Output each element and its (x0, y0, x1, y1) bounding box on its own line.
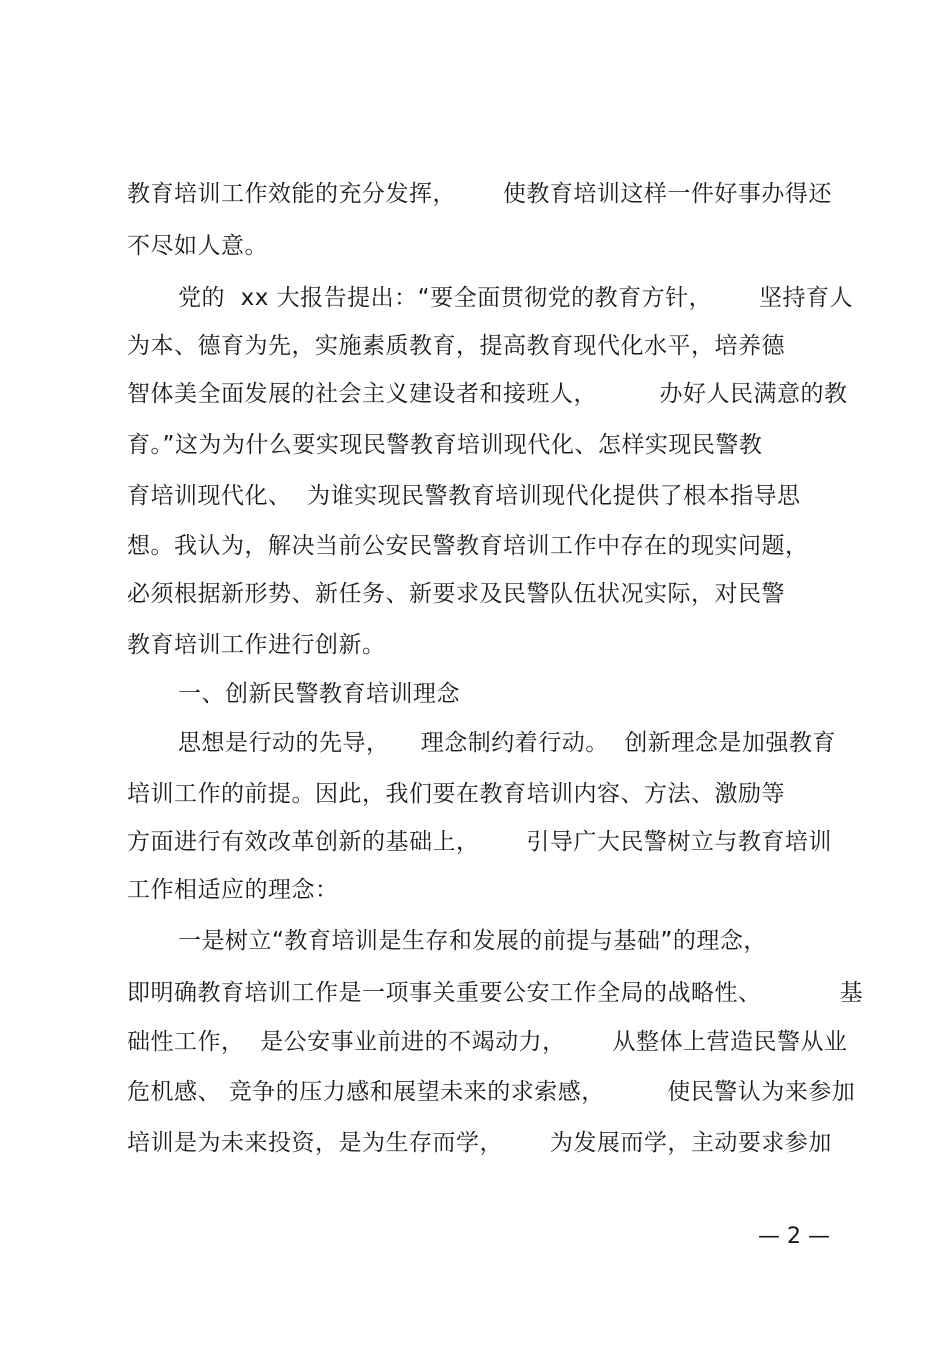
text-line: 危机感、 竞争的压力感和展望未来的求索感， 使民警认为来参加 (127, 1079, 856, 1105)
text-line: 育培训现代化、 为谁实现民警教育培训现代化提供了根本指导思 (127, 483, 801, 509)
text-line: 不尽如人意。 (127, 233, 268, 259)
text-line: 培训是为未来投资，是为生存而学， 为发展而学，主动要求参加 (127, 1130, 832, 1156)
text-line: 党的 xx 大报告提出：“要全面贯彻党的教育方针， 坚持育人 (178, 285, 853, 311)
text-line: 教育培训工作进行创新。 (127, 632, 386, 658)
text-line: 础性工作， 是公安事业前进的不竭动力， 从整体上营造民警从业 (127, 1029, 848, 1055)
text-line: 培训工作的前提。因此，我们要在教育培训内容、方法、激励等 (127, 781, 785, 807)
text-line: 必须根据新形势、新任务、新要求及民警队伍状况实际，对民警 (127, 581, 785, 607)
text-line: 即明确教育培训工作是一项事关重要公安工作全局的战略性、 基 (127, 980, 864, 1006)
text-line: 想。我认为，解决当前公安民警教育培训工作中存在的现实问题， (127, 533, 809, 559)
text-line: 育。”这为为什么要实现民警教育培训现代化、怎样实现民警教 (127, 432, 763, 458)
page-number: — 2 — (758, 1224, 830, 1249)
text-line: 方面进行有效改革创新的基础上， 引导广大民警树立与教育培训 (127, 829, 832, 855)
text-line: 为本、德育为先，实施素质教育，提高教育现代化水平，培养德 (127, 333, 785, 359)
text-line: 思想是行动的先导， 理念制约着行动。 创新理念是加强教育 (178, 730, 836, 756)
text-line: 教育培训工作效能的充分发挥， 使教育培训这样一件好事办得还 (127, 181, 832, 207)
text-line: 智体美全面发展的社会主义建设者和接班人， 办好人民满意的教 (127, 381, 848, 407)
text-line: 工作相适应的理念： (127, 877, 339, 903)
section-heading: 一、创新民警教育培训理念 (178, 681, 460, 707)
text-line: 一是树立“教育培训是生存和发展的前提与基础”的理念， (178, 928, 767, 954)
